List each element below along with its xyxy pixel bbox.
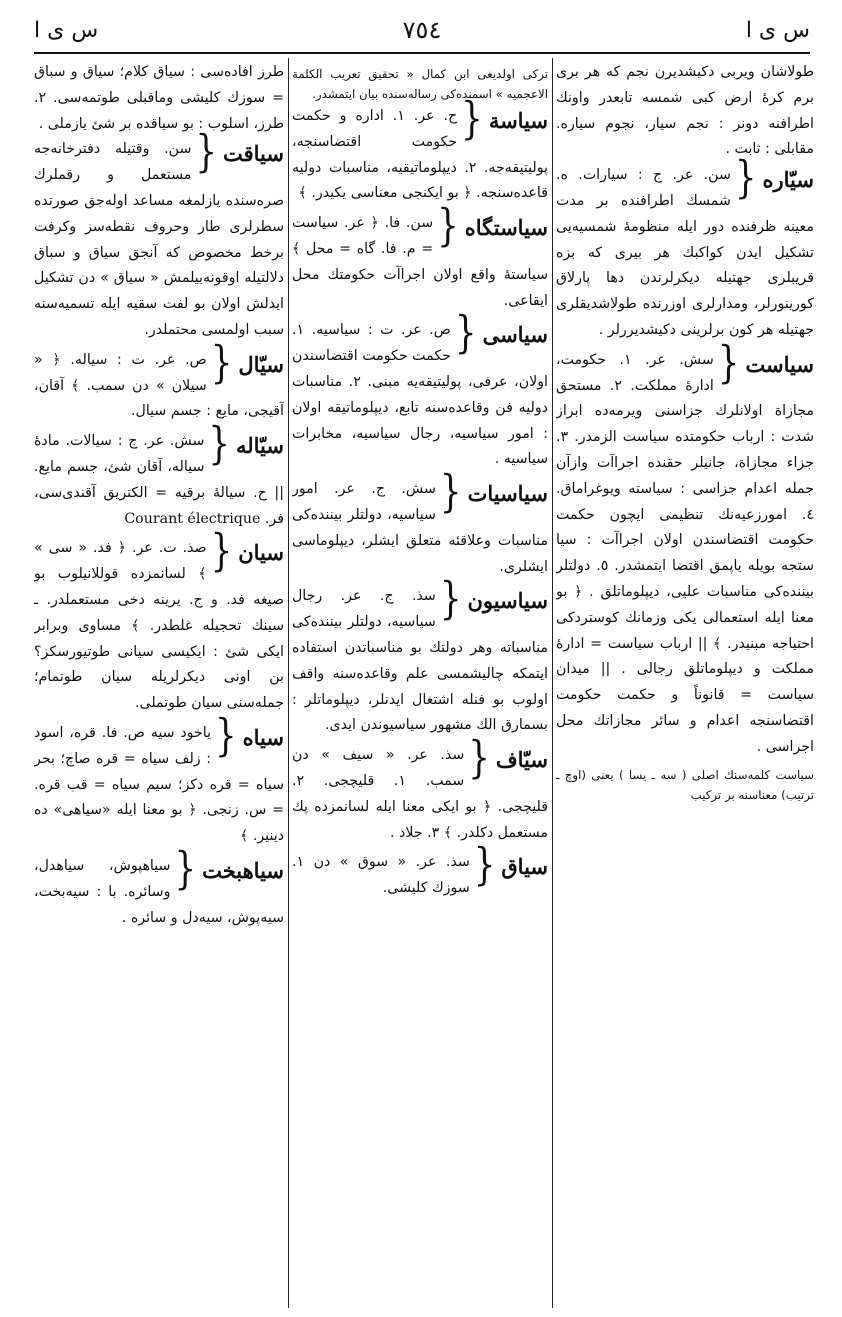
entry-definition: سش. ج. عر. امور سياسيه، دولتلر بيننده‌كى مناسبات وعلاقئه متعلق ايشلر، ديپلوماسى ايشلرى. [292, 481, 548, 575]
entry-definition: صذ. ت. عر. ﴿ فد. « سى » ﴾ لسانمزده قوللانيلوب بو صيغه فد. و ج. يرينه دخى مستعملدر. ـ سينك تحجيله غلطدر. ﴾ مساوى وبرابر ايكى شئ : ايكيسى سيانى طوتيورسكز؟ بن اونى ديكرلريله سيان طوتمام؛ جمله‌سنى سيان طوتملى. [34, 540, 284, 712]
entry-definition: سذ. ج. عر. رجال سياسيه، دولتلر بيننده‌كى مناسباته وهر دولتك بو مناسباتدن استفاده ايتمكه چاليشمسى علم وقاعده‌سنه واقف اولوب بو فنله اشتغال ايدنلر، ديپلوماتلر : بسمارق الك مشهور سياسيوندن ايدى. [292, 588, 548, 734]
column-divider-right [552, 58, 553, 1308]
dictionary-entry [34, 126, 284, 343]
brace-glyph: { [454, 307, 477, 360]
brace-glyph: { [439, 573, 462, 626]
entry-definition: ص. عر. ت : سياسيه. ١. حكمت حكومت اقتضاسندن اولان، عرفى، پوليتيقه‌يه مبنى. ٢. مناسبات دوليه فن وقاعده‌سنه تابع، ديپلوماتيقه اولان : امور سياسيه، رجال سياسيه، مخابرات سياسيه . [292, 322, 548, 468]
dictionary-entry [34, 525, 284, 717]
brace-glyph: { [734, 152, 757, 205]
brace-glyph: { [215, 709, 237, 762]
brace-glyph: { [439, 466, 462, 519]
entry-headword: سيّاف [495, 747, 548, 773]
entry-headword: سياه [242, 724, 284, 750]
column-left [34, 60, 284, 1305]
footnote-continued: تركى اولديغى ابن كمال « تحقيق تعريب الكلمة الاعجميه » اسمنده‌كى رساله‌سنده بيان ايتمشدر. [292, 67, 548, 101]
entry-headword: سيان [238, 540, 284, 566]
entry-headword: سياق [501, 854, 548, 880]
dictionary-entry [292, 839, 548, 902]
entry-definition: ح. عر. ١. اداره و حكمت حكومت اقتضاسنجه، پوليتيقه‌جه. ٢. ديپلوماتيقيه، مناسبات دوليه قاعده‌سنجه. ﴿ بو ايكنجى معناسى يكيدر. ﴾ [292, 108, 548, 202]
entry-headword: سياهبخت [202, 857, 284, 883]
brace-glyph: { [717, 336, 740, 389]
dictionary-entry [292, 200, 548, 314]
entry-definition: سن. عر. ج : سيارات. ه. شمسك اطرافنده بر مدت معينه ظرفنده دور ايله منظومهٔ شمسيه‌يى تشكيل ايدن كواكبك هر بيرى كه بزه قريبلرى جهتيله ديكرلرندن دها پارلاق كورينورلر، ومدارلرى اوزرنده طولاشديقلرى جهتيله هر كون برلرينى دكيشديررلر . [556, 167, 814, 338]
continued-text: طولاشان ويربى دكيشديرن نجم كه هر برى برم كرهٔ ارض كبى شمسه تابعدر واونك اطرافنه دونر : نجم سيار، نجوم سياره. مقابلى : ثابت . [556, 64, 814, 158]
entry-definition: سياهپوش، سياهدل، وسائره. با : سيه‌بخت، سيه‌پوش، سيه‌دل و سائره . [34, 857, 284, 926]
header-rule [34, 52, 810, 54]
page-header [34, 14, 810, 50]
dictionary-entry [556, 336, 814, 761]
dictionary-entry [556, 152, 814, 344]
entry-headword: سياقت [223, 141, 284, 167]
dictionary-entry [34, 842, 284, 931]
dictionary-entry [34, 709, 284, 850]
brace-glyph: { [437, 200, 459, 253]
entry-definition: سن. وقتيله دفترخانه‌جه مستعمل و رقملرك صره‌سنده يازلمغه مساعد اولەجق صورتده سطرلرى طار وحروف نقطه‌سز وكرفت برخط مخصوص كه آنجق سياق و سباق دلالتيله اوقونه‌بيلمش « سياق » دن تشكيل ايدلش اولان بو لفت سقيه ايله تسميه‌سنه سبب اولمسى محتملدر. [34, 141, 284, 338]
column-middle [292, 60, 548, 1305]
dictionary-entry [292, 732, 548, 846]
entry-definition: سن. فا. ﴿ عر. سياست = م. فا. گاه = محل ﴾ سياستهٔ واقع اولان اجراآت حكومتك محل ايقاعى. [292, 215, 548, 309]
footnote: سياست كلمه‌سنك اصلى ( سه ـ يسا ) يعنى (اوچ ـ ترتيب) معناسنه بر تركيب [556, 767, 814, 802]
brace-glyph: { [195, 126, 217, 179]
brace-glyph: { [468, 732, 490, 785]
entry-definition: سش. عر. ج : سيالات. مادهٔ سياله، آقان شئ، جسم مايع. || ح. سيالهٔ برقيه = الكتريق آقندى‌سى، فر. [34, 433, 284, 527]
entry-headword: سيّاره [762, 167, 814, 193]
brace-glyph: { [208, 418, 230, 471]
brace-glyph: { [210, 336, 233, 389]
column-right [556, 60, 814, 1305]
entry-headword: سيّال [238, 351, 284, 377]
entry-headword: سياسى [482, 322, 548, 348]
column-divider-left [288, 58, 289, 1308]
brace-glyph: { [473, 839, 496, 892]
entry-headword: سيّاله [236, 433, 284, 459]
dictionary-entry [292, 573, 548, 739]
entry-definition: ياخود سيه ص. فا. قره، اسود : زلف سياه = قره صاچ؛ بحر سياه = قره دكز؛ سيم سياه = قب قره. = س. زنجى. ﴿ بو معنا ايله «سياهى» ده دينير. ﴾ [34, 724, 284, 845]
page-number: ٧٥٤ [402, 16, 442, 44]
dictionary-entry [292, 466, 548, 580]
entry-definition: سذ. عر. « سوق » دن ١. سوزك كليشى. [292, 854, 470, 897]
dictionary-entry [34, 418, 284, 532]
entry-definition: سذ. عر. « سيف » دن سمب. ١. قليچجى. ٢. قليچجى. ﴿ بو ايكى معنا ايله لسانمزده پك مستعمل دكلدر. ﴾ ٣. جلاد . [292, 747, 548, 841]
brace-glyph: { [461, 93, 483, 145]
entry-headword: سياستگاه [464, 215, 548, 241]
header-letters-left: س ى ا [34, 18, 99, 43]
entry-definition: سش. عر. ١. حكومت، ادارهٔ مملكت. ٢. مستحق مجازاة اولانلرك جزاسنى ويرمه‌ده ابراز شدت : ارباب حكومتده سياست الزمدر. ٣. جزاء مجازاة، جانيلر حقنده اجراآت وازآن جمله اعدام جزاسى : سياسته ويوغراماق. ٤. امورزعيه‌نك تنظيمى ايچون حكمت حكومت اقتضاسندن اولان اجراآت : سيا ستجه بويله ياپمق اقتضا ايتمشدر. ٥. دولتلر بيننده‌كى مناسبات عليى، ديپلوماتلق . ﴿ بو معنا ايله استعمالى يكى وزمانك كوستردكى احتياجه مبنيدر. ﴾ || ارباب سياست = ادارهٔ مملكت و ديپلوماتلق رجالى . || ميدان سياست = قانوناً و حكمت حكومت اقتضاسنجه اعدام و سائر مجازاتك محل اجراسى . [556, 351, 814, 755]
entry-headword: سياسة [488, 108, 548, 133]
brace-glyph: { [210, 525, 233, 578]
dictionary-entry [292, 307, 548, 473]
entry-definition: ص. عر. ت : سياله. ﴿ « سيلان » دن سمب. ﴾ آقان، آقيجى، مايع : جسم سيال. [34, 351, 284, 420]
entry-headword: سياسيات [467, 481, 548, 507]
header-letters-right: س ى ا [745, 18, 810, 43]
dictionary-entry [34, 336, 284, 425]
latin-gloss: Courant électrique [124, 510, 261, 527]
entry-headword: سياسيون [467, 588, 548, 614]
dictionary-entry [292, 93, 548, 207]
brace-glyph: { [174, 842, 197, 895]
continued-text: طرز افاده‌سى : سياق كلام؛ سياق و سباق = سوزك كليشى وماقبلى طوتمه‌سى. ٢. طرز، اسلوب : بو سياقده بر شئ يازملى . [34, 64, 284, 132]
entry-headword: سياست [745, 351, 814, 377]
